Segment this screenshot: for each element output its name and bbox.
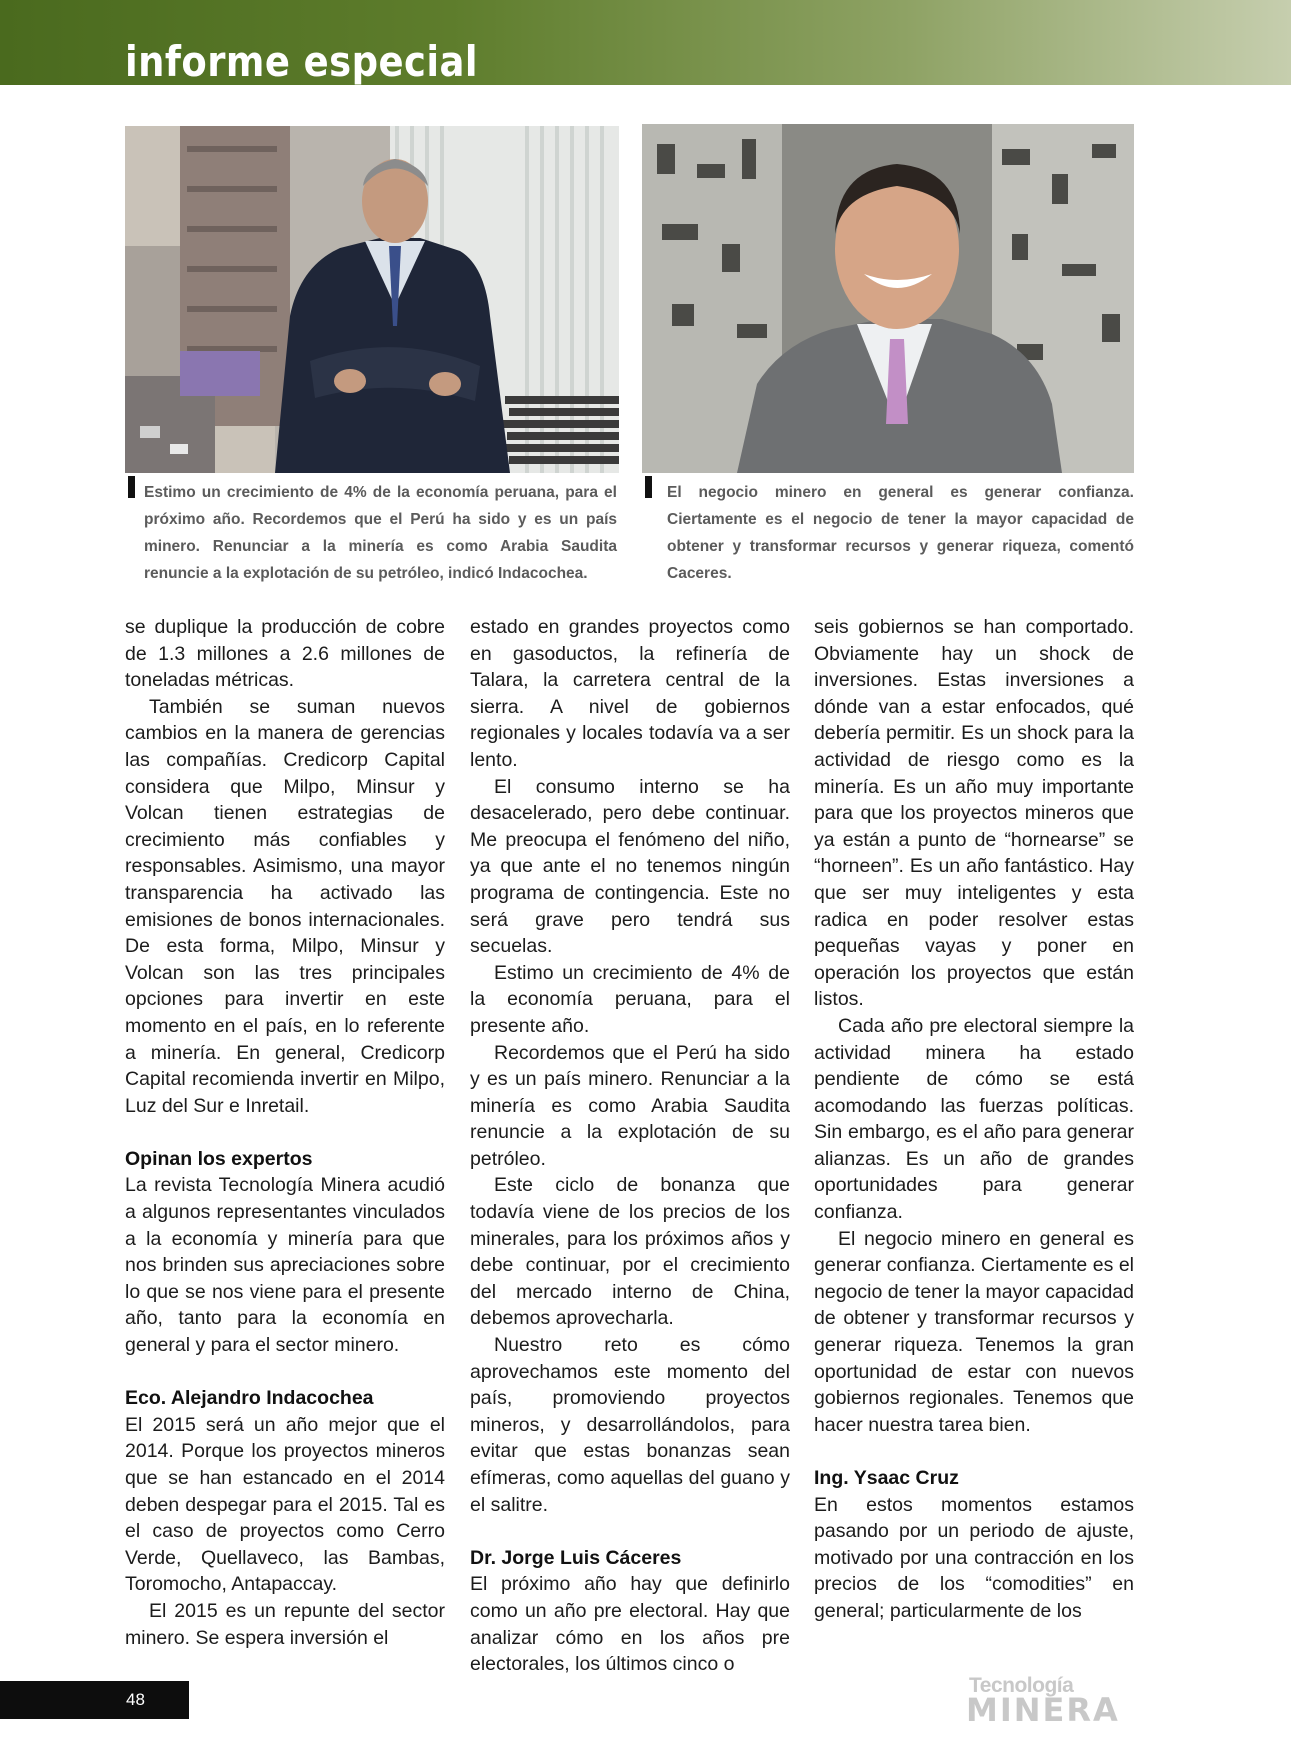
paragraph: El consumo interno se ha desacelerado, pero debe continuar. Me preocupa el fenómeno del niño, ya que ante el no tenemos ningún programa de contingencia. Este no será grave pero tendrá sus secuelas.: [470, 775, 790, 958]
paragraph: También se suman nuevos cambios en la manera de gerencias las compañías. Credicorp Capital considera que Milpo, Minsur y Volcan tienen estrategias de crecimiento más confiables y responsables. Asimismo, una mayor transparencia ha activado las emisiones de bonos internacionales. De esta forma, Milpo, Minsur y Volcan son las tres principales opciones para invertir en este momento en el país, en lo referente a minería. En general, Credicorp Capital recomienda invertir en Milpo, Luz del Sur e Inretail.: [125, 695, 445, 1117]
article-column-2: [470, 614, 790, 1678]
subheading: Dr. Jorge Luis Cáceres: [470, 1546, 682, 1569]
article-column-1: [125, 614, 445, 1651]
subheading: Eco. Alejandro Indacochea: [125, 1387, 374, 1410]
caption-marker: [128, 476, 135, 498]
section-title: informe especial: [125, 37, 478, 86]
paragraph: En estos momentos estamos pasando por un periodo de ajuste, motivado por una contracción en los precios de los “comodities” en general; particularmente de los: [814, 1493, 1134, 1622]
magazine-logo: [966, 1674, 1136, 1729]
subheading: Ing. Ysaac Cruz: [814, 1467, 959, 1489]
photo-indacochea: [125, 126, 619, 473]
photo-caceres: [642, 124, 1134, 473]
paragraph: Este ciclo de bonanza que todavía viene de los precios de los minerales, para los próximos años y debe continuar, por el crecimiento del mercado interno de China, debemos aprovecharla.: [470, 1174, 790, 1330]
logo-text-bottom: MINERA: [966, 1691, 1120, 1729]
page-number: 48: [126, 1690, 145, 1709]
subheading: Opinan los expertos: [125, 1147, 313, 1170]
paragraph: Recordemos que el Perú ha sido y es un país minero. Renunciar a la minería es como Arabia Saudita renuncie a la explotación de su petróleo.: [470, 1041, 790, 1170]
paragraph: se duplique la producción de cobre de 1.3 millones a 2.6 millones de toneladas métricas.: [125, 616, 445, 692]
article-column-3: [814, 614, 1134, 1625]
paragraph: Cada año pre electoral siempre la actividad minera ha estado pendiente de cómo se está acomodando las fuerzas políticas. Sin embargo, es el año para generar alianzas. Es un año de grandes oportunidades para generar confianza.: [814, 1014, 1134, 1224]
paragraph: Nuestro reto es cómo aprovechamos este momento del país, promoviendo proyectos mineros, y desarrollándolos, para evitar que estas bonanzas sean efímeras, como aquellas del guano y el salitre.: [470, 1334, 790, 1516]
caption-marker: [645, 476, 652, 498]
page-number-bar: [0, 1681, 189, 1719]
paragraph: Estimo un crecimiento de 4% de la economía peruana, para el presente año.: [470, 961, 790, 1037]
paragraph: El 2015 es un repunte del sector minero. Se espera inversión el: [125, 1599, 445, 1649]
paragraph: estado en grandes proyectos como en gasoductos, la refinería de Talara, la carretera central de la sierra. A nivel de gobiernos regionales y locales todavía va a ser lento.: [470, 616, 790, 771]
photo-caption: Estimo un crecimiento de 4% de la economía peruana, para el próximo año. Recordemos que el Perú ha sido y es un país minero. Renunciar a la minería es como Arabia Saudita renuncie a la explotación de su petróleo, indicó Indacochea.: [144, 484, 617, 582]
paragraph: El negocio minero en general es generar confianza. Ciertamente es el negocio de tener la mayor capacidad de obtener y transformar recursos y generar riqueza. Tenemos la gran oportunidad de estar con nuevos gobiernos regionales. Tenemos que hacer nuestra tarea bien.: [814, 1227, 1134, 1436]
paragraph: El 2015 será un año mejor que el 2014. Porque los proyectos mineros que se han estancado en el 2014 deben despegar para el 2015. Tal es el caso de proyectos como Cerro Verde, Quellaveco, las Bambas, Toromocho, Antapaccay.: [125, 1413, 445, 1596]
paragraph: La revista Tecnología Minera acudió a algunos representantes vinculados a la economía y minería para que nos brinden sus apreciaciones sobre lo que se nos viene para el presente año, tanto para la economía en general y para el sector minero.: [125, 1174, 445, 1357]
photo-caption: El negocio minero en general es generar confianza. Ciertamente es el negocio de tener la mayor capacidad de obtener y transformar recursos y generar riqueza, comentó Caceres.: [667, 484, 1134, 582]
paragraph: seis gobiernos se han comportado. Obviamente hay un shock de inversiones. Estas inversiones a dónde van a estar enfocados, qué debería permitir. Es un shock para la actividad de riesgo como es la minería. Es un año muy importante para que los proyectos mineros que ya están a punto de “hornearse” se “horneen”. Es un año fantástico. Hay que ser muy inteligentes y esta radica en poder resolver estas pequeñas vayas y poner en operación los proyectos que están listos.: [814, 616, 1134, 1011]
paragraph: El próximo año hay que definirlo como un año pre electoral. Hay que analizar cómo en los años pre electorales, los últimos cinco o: [470, 1573, 790, 1676]
logo-text-top: Tecnología: [969, 1674, 1074, 1697]
